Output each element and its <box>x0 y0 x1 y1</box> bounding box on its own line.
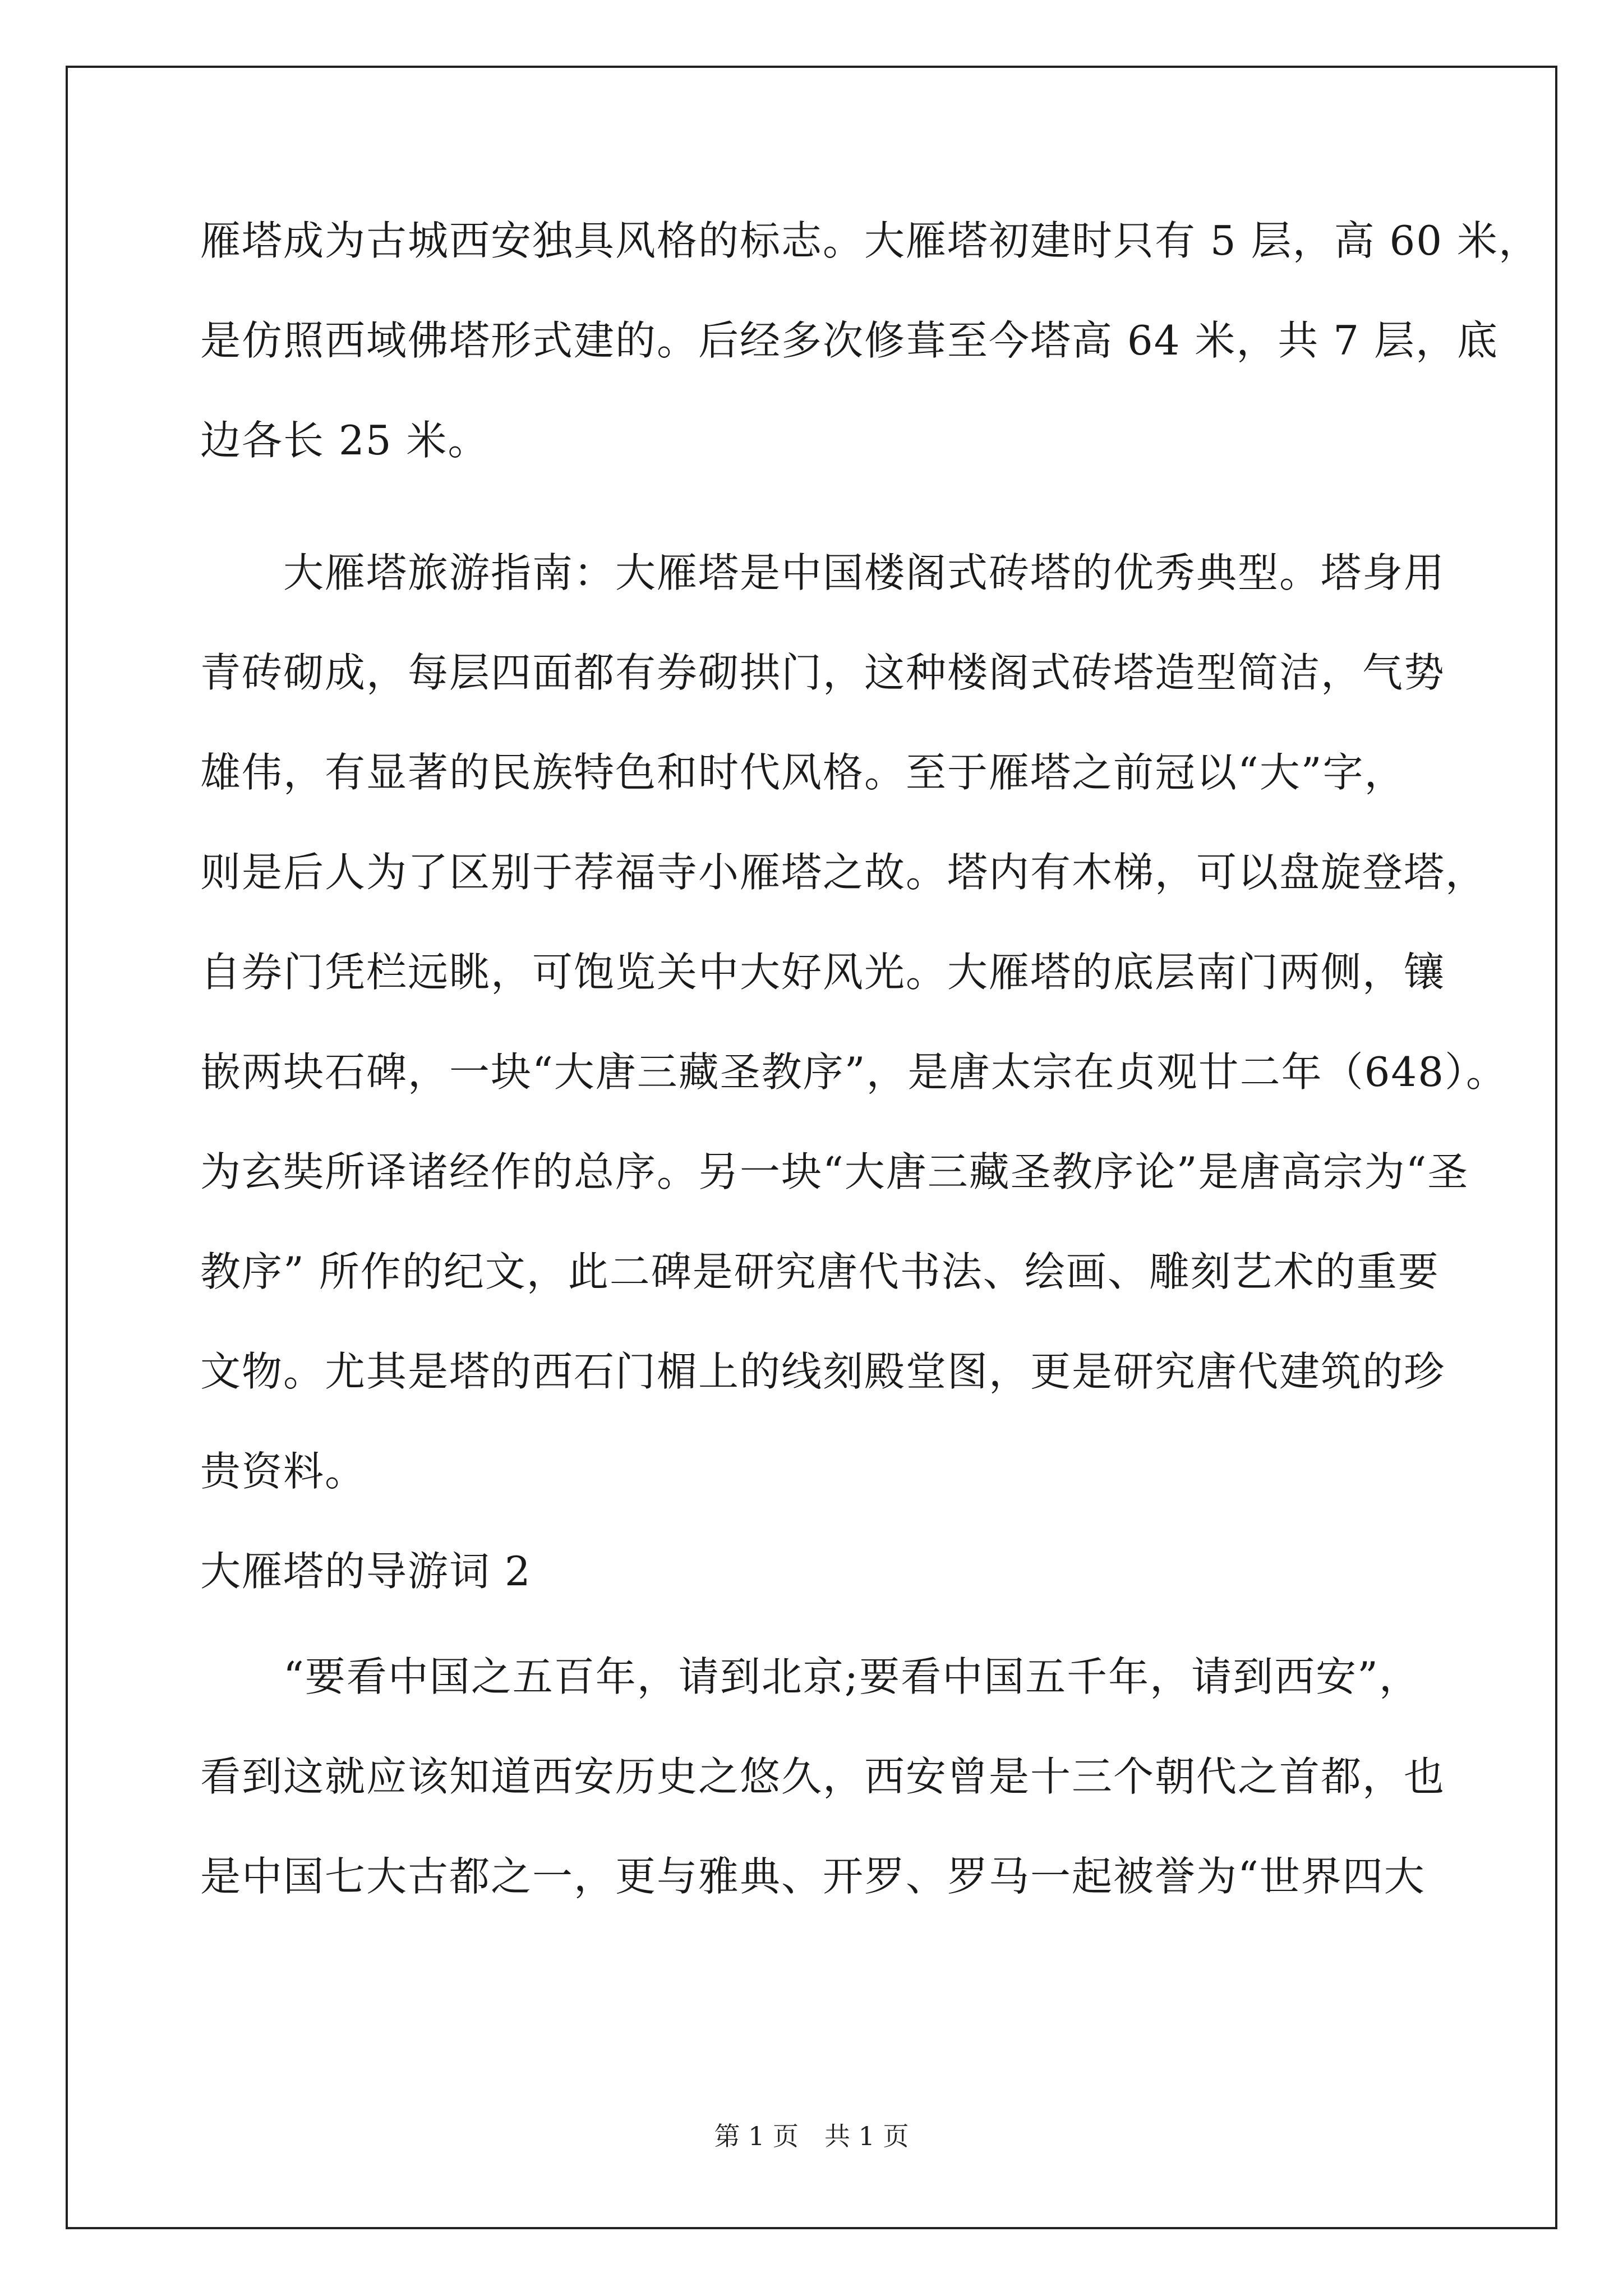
text-line: 看到这就应该知道西安历史之悠久，西安曾是十三个朝代之首都，也 <box>200 1753 1446 1800</box>
text-line: 则是后人为了区别于荐福寺小雁塔之故。塔内有木梯，可以盘旋登塔， <box>200 849 1487 896</box>
page-footer: 第 1 页 共 1 页 <box>714 2121 909 2151</box>
text-line: 自券门凭栏远眺，可饱览关中大好风光。大雁塔的底层南门两侧，镶 <box>200 949 1446 996</box>
text-line: 文物。尤其是塔的西石门楣上的线刻殿堂图，更是研究唐代建筑的珍 <box>200 1348 1446 1395</box>
text-line: 贵资料。 <box>200 1448 367 1495</box>
text-line: 嵌两块石碑，一块“大唐三藏圣教序”，是唐太宗在贞观廿二年（648）。 <box>200 1048 1508 1096</box>
text-line: 是中国七大古都之一，更与雅典、开罗、罗马一起被誉为“世界四大 <box>200 1853 1426 1900</box>
text-line: “要看中国之五百年，请到北京;要看中国五千年，请到西安”， <box>200 1653 1421 1700</box>
page-border <box>66 66 1557 2229</box>
text-line: 为玄奘所译诸经作的总序。另一块“大唐三藏圣教序论”是唐高宗为“圣 <box>200 1148 1469 1195</box>
text-line: 雄伟，有显著的民族特色和时代风格。至于雁塔之前冠以“大”字， <box>200 749 1406 796</box>
text-line: 雁塔成为古城西安独具风格的标志。大雁塔初建时只有 5 层，高 60 米， <box>200 217 1540 264</box>
text-line: 青砖砌成，每层四面都有券砌拱门，这种楼阁式砖塔造型简洁，气势 <box>200 649 1446 696</box>
text-line: 教序” 所作的纪文，此二碑是研究唐代书法、绘画、雕刻艺术的重要 <box>200 1248 1440 1295</box>
text-line: 是仿照西域佛塔形式建的。后经多次修葺至今塔高 64 米，共 7 层，底 <box>200 317 1498 364</box>
text-line: 边各长 25 米。 <box>200 417 490 464</box>
section-heading: 大雁塔的导游词 2 <box>200 1548 532 1595</box>
text-line: 大雁塔旅游指南：大雁塔是中国楼阁式砖塔的优秀典型。塔身用 <box>200 549 1446 596</box>
